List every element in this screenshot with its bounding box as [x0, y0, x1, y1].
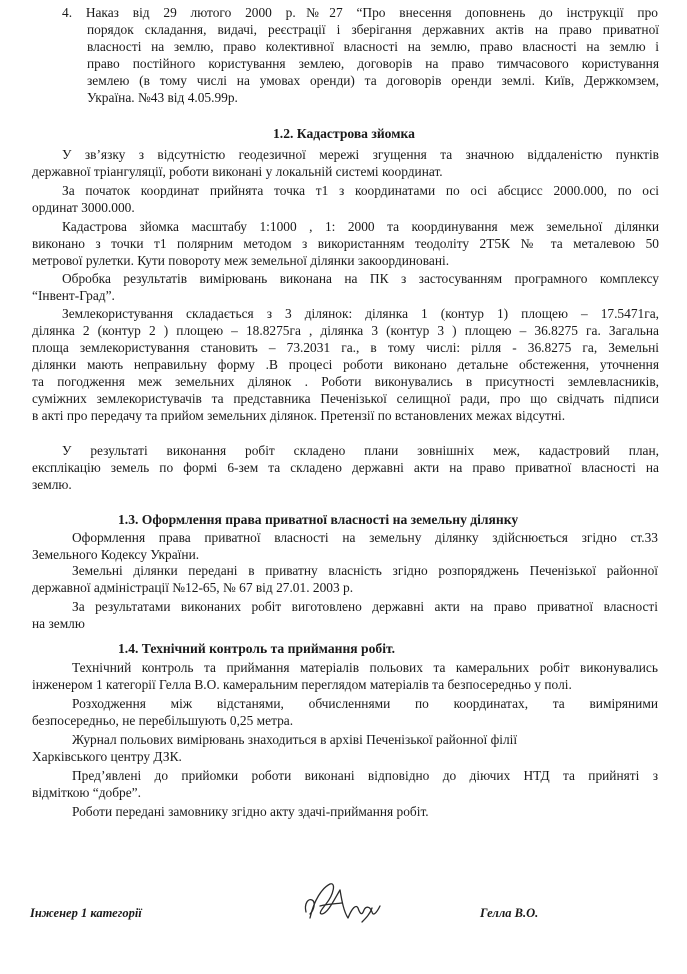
item4-line-3: власності на землю, право колективної власності на землю, право власності на землю і [87, 39, 659, 54]
handwritten-signature [300, 878, 392, 930]
s12-p5-line-2: ділянка 2 (контур 2 ) площею – 18.8275га , ділянка 3 (контур 3 ) площею – 36.8275 га. Загальна [32, 323, 659, 338]
s12-p3-line-1: Кадастрова зйомка масштабу 1:1000 , 1: 2000 та координування меж земельної ділянки [62, 219, 659, 234]
s12-p2-line-1: За початок координат прийнята точка т1 з координатами по осі абсцисс 2000.000, по осі [62, 183, 659, 198]
s12-p4-line-2: “Інвент-Град”. [32, 288, 115, 303]
s14-p2-line-1: Розходження між відстанями, обчисленнями по координатах, та виміряними [72, 696, 658, 711]
s12-p6-line-1: У результаті виконання робіт складено плани зовнішніх меж, кадастровий план, [62, 443, 659, 458]
s13-p1-line-2: Земельного Кодексу України. [32, 547, 200, 562]
s12-p4-line-1: Обробка результатів вимірювань виконана на ПК з застосуванням програмного комплексу [62, 271, 659, 286]
s14-p5-line-1: Роботи передані замовнику згідно акту здачі-приймання робіт. [72, 804, 429, 819]
s12-p5-line-6: суміжних землекористувачів та представника Печенізької селищної ради, про що свідчать підписи [32, 391, 659, 406]
item4-line-6: Україна. №43 від 4.05.99р. [87, 90, 238, 105]
s14-p4-line-1: Пред’явлені до прийомки роботи виконані відповідно до діючих НТД та прийняті з [72, 768, 658, 783]
s13-p3-line-1: За результатами виконаних робіт виготовлено державні акти на право приватної власності [72, 599, 658, 614]
s14-p1-line-1: Технічний контроль та приймання матеріалів польових та камеральних робіт виконувались [72, 660, 658, 675]
s12-p1-line-2: державної тріангуляції, роботи виконані у локальній системі координат. [32, 164, 443, 179]
section-heading-1-3: 1.3. Оформлення права приватної власності на земельну ділянку [118, 512, 519, 527]
s12-p1-line-1: У зв’язку з відсутністю геодезичної мережі згущення та значною віддаленістю пунктів [62, 147, 659, 162]
item4-line-4: право постійного користування землею, договорів на право тимчасового користування [87, 56, 659, 71]
section-heading-1-4: 1.4. Технічний контроль та приймання робіт. [118, 641, 396, 656]
signature-name: Гелла В.О. [480, 906, 539, 920]
s12-p5-line-5: та погодження меж земельних ділянок . Роботи виконувались в присутності землевласників, [32, 374, 659, 389]
s12-p3-line-2: виконано з точки т1 полярним методом з використанням теодоліту 2Т5К № та металевою 50 [32, 236, 659, 251]
item4-line-1: 4. Наказ від 29 лютого 2000 р.№27 “Про внесення доповнень до інструкції про [62, 5, 658, 20]
s14-p3-line-1: Журнал польових вимірювань знаходиться в архіві Печенізької районної філії [72, 732, 518, 747]
s14-p3-line-2: Харківського центру ДЗК. [32, 749, 182, 764]
s13-p3-line-2: на землю [32, 616, 85, 631]
s12-p5-line-3: площа землекористування становить – 73.2031 га., в тому числі: рілля - 36.8275 га, Земельні [32, 340, 659, 355]
s13-p2-line-2: державної адміністрації №12-65, № 67 від 27.01. 2003 р. [32, 580, 354, 595]
item4-line-5: землею (в тому числі на умовах оренди) та договорів оренди землі. Київ, Держкомзем, [87, 73, 659, 88]
section-heading-1-2: 1.2. Кадастрова зйомка [273, 126, 415, 141]
s12-p5-line-4: ділянки мають неправильну форму .В процесі роботи виконано детальне обстеження, уточнення [32, 357, 659, 372]
s13-p2-line-1: Земельні ділянки передані в приватну власність згідно розпоряджень Печенізької районної [72, 563, 658, 578]
s14-p4-line-2: відміткою “добре”. [32, 785, 141, 800]
s14-p1-line-2: інженером 1 категорії Гелла В.О. камеральним переглядом матеріалів та безпосередньо у полі. [32, 677, 572, 692]
s12-p3-line-3: метрової рулетки. Кути повороту меж земельної ділянки закоординовані. [32, 253, 450, 268]
item4-line-2: порядок складання, видачі, реєстрації і зберігання державних актів на право приватної [87, 22, 659, 37]
s13-p1-line-1: Оформлення права приватної власності на земельну ділянку здійснюється згідно ст.33 [72, 530, 658, 545]
s14-p2-line-2: безпосередньо, не перебільшують 0,25 метра. [32, 713, 294, 728]
signature-role-label: Інженер 1 категорії [30, 906, 142, 920]
s12-p5-line-7: в акті про передачу та прийом земельних ділянок. Претензії по встановлених межах відсутні. [32, 408, 566, 423]
s12-p2-line-2: ординат 3000.000. [32, 200, 135, 215]
s12-p6-line-2: експлікацію земель по формі 6-зем та складено державні акти на право приватної власності на [32, 460, 659, 475]
s12-p5-line-1: Землекористування складається з 3 ділянок: ділянка 1 (контур 1) площею – 17.5471га, [62, 306, 659, 321]
s12-p6-line-3: землю. [32, 477, 72, 492]
